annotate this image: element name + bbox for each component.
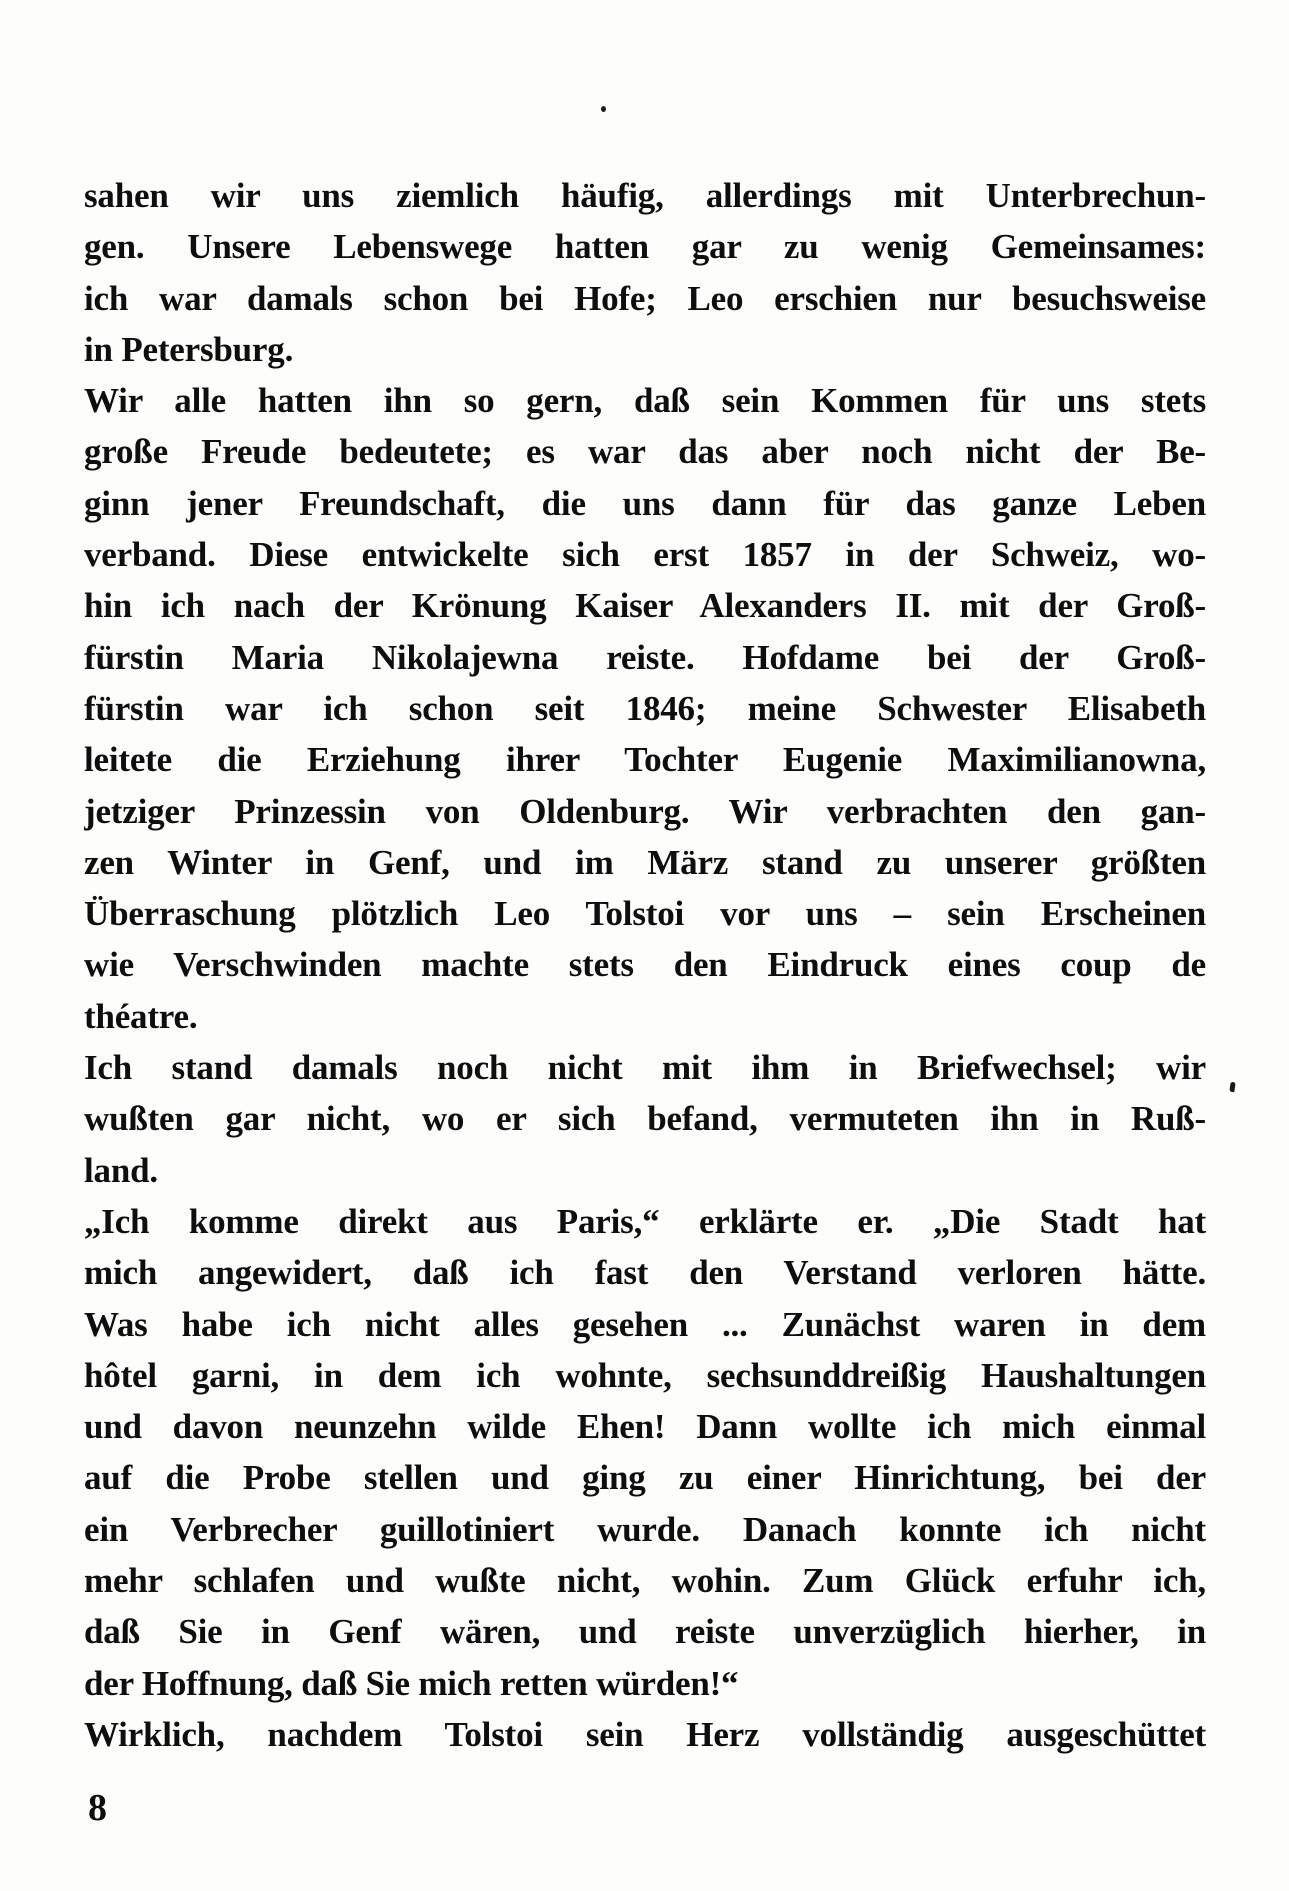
text-line: fürstin war ich schon seit 1846; meine Schwester Elisabeth — [84, 688, 1206, 728]
text-line: jetziger Prinzessin von Oldenburg. Wir verbrachten den gan- — [84, 791, 1206, 831]
scan-speck-right-margin — [1229, 1082, 1235, 1093]
text-line: „Ich komme direkt aus Paris,“ erklärte er. „Die Stadt hat — [84, 1201, 1206, 1241]
text-line: mehr schlafen und wußte nicht, wohin. Zum Glück erfuhr ich, — [84, 1561, 1206, 1601]
text-line: hôtel garni, in dem ich wohnte, sechsunddreißig Haushaltungen — [84, 1355, 1206, 1395]
text-line: verband. Diese entwickelte sich erst 1857 in der Schweiz, wo- — [84, 535, 1206, 575]
text-line: mich angewidert, daß ich fast den Verstand verloren hätte. — [84, 1253, 1206, 1293]
text-line: land. — [84, 1150, 158, 1190]
text-line: fürstin Maria Nikolajewna reiste. Hofdame bei der Groß- — [84, 637, 1206, 677]
text-line: wußten gar nicht, wo er sich befand, vermuteten ihn in Ruß- — [84, 1099, 1206, 1139]
paragraph-5 — [84, 1709, 1206, 1760]
text-line: gen. Unsere Lebenswege hatten gar zu wenig Gemeinsames: — [84, 227, 1206, 267]
text-line: der Hoffnung, daß Sie mich retten würden!“ — [84, 1663, 739, 1703]
text-line: hin ich nach der Krönung Kaiser Alexanders II. mit der Groß- — [84, 586, 1206, 626]
text-line: leitete die Erziehung ihrer Tochter Eugenie Maximilianowna, — [84, 740, 1206, 780]
text-line: ein Verbrecher guillotiniert wurde. Danach konnte ich nicht — [84, 1509, 1206, 1549]
text-line: auf die Probe stellen und ging zu einer Hinrichtung, bei der — [84, 1458, 1206, 1498]
paragraph-2 — [84, 375, 1206, 1042]
paragraph-3 — [84, 1042, 1206, 1196]
text-line: und davon neunzehn wilde Ehen! Dann wollte ich mich einmal — [84, 1407, 1206, 1447]
text-line: Was habe ich nicht alles gesehen ... Zunächst waren in dem — [84, 1304, 1206, 1344]
text-line: Ich stand damals noch nicht mit ihm in Briefwechsel; wir — [84, 1048, 1206, 1088]
text-line: Überraschung plötzlich Leo Tolstoi vor uns – sein Erscheinen — [84, 894, 1206, 934]
page-number: 8 — [88, 1787, 107, 1829]
text-line: zen Winter in Genf, und im März stand zu unserer größten — [84, 842, 1206, 882]
text-line: daß Sie in Genf wären, und reiste unverzüglich hierher, in — [84, 1612, 1206, 1652]
scan-speck-top — [601, 106, 606, 112]
text-line: sahen wir uns ziemlich häufig, allerdings mit Unterbrechun- — [84, 176, 1206, 215]
text-line: wie Verschwinden machte stets den Eindruck eines coup de — [84, 945, 1206, 985]
text-block — [84, 170, 1206, 1760]
text-line: Wir alle hatten ihn so gern, daß sein Kommen für uns stets — [84, 381, 1206, 421]
text-line: Wirklich, nachdem Tolstoi sein Herz vollständig ausgeschüttet — [84, 1714, 1206, 1754]
text-line: ginn jener Freundschaft, die uns dann für das ganze Leben — [84, 483, 1206, 523]
text-line: in Petersburg. — [84, 329, 294, 369]
text-line: große Freude bedeutete; es war das aber noch nicht der Be- — [84, 432, 1206, 472]
paragraph-1 — [84, 170, 1206, 375]
text-line: théatre. — [84, 996, 198, 1036]
paragraph-4 — [84, 1196, 1206, 1709]
text-line: ich war damals schon bei Hofe; Leo erschien nur besuchsweise — [84, 278, 1206, 318]
